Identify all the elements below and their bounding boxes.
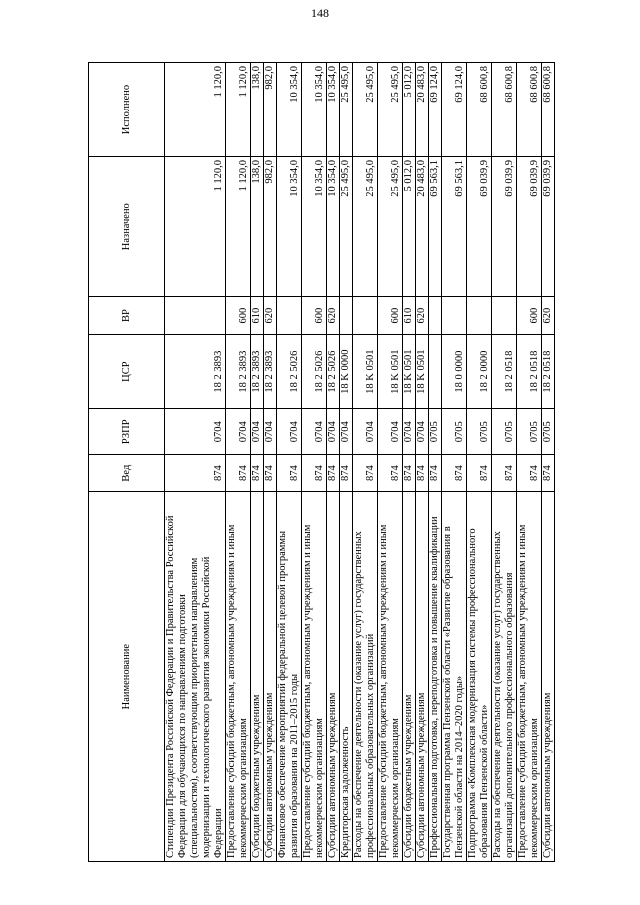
cell-executed: 68 600,8 <box>492 63 517 157</box>
cell-assigned: 25 495,0 <box>378 157 403 297</box>
cell-name <box>353 492 378 862</box>
cell-executed: 68 600,8 <box>467 63 492 157</box>
cell-assigned: 982,0 <box>264 157 277 297</box>
name-line: Субсидии автономным учреждениям <box>264 692 275 858</box>
cell-rzpr: 0704 <box>251 409 264 454</box>
cell-ved: 874 <box>442 454 467 491</box>
cell-name <box>251 492 264 862</box>
name-line: Предоставление субсидий бюджетным, автономным учреждениям и иным <box>226 524 237 858</box>
cell-ved: 874 <box>403 454 416 491</box>
table-row <box>403 63 416 862</box>
name-line: некоммерческим организациям <box>314 718 325 858</box>
table-row <box>542 63 555 862</box>
name-line: развития образования на 2011–2015 годы <box>289 673 300 858</box>
cell-ved: 874 <box>165 454 226 491</box>
table-header-row <box>89 63 165 862</box>
name-line: Субсидии бюджетным учреждениям <box>403 694 414 858</box>
cell-ved: 874 <box>251 454 264 491</box>
cell-name <box>277 492 302 862</box>
table-row <box>378 63 403 862</box>
header-csr: ЦСР <box>89 334 165 409</box>
table-row <box>429 63 442 862</box>
table-row <box>442 63 467 862</box>
cell-ved: 874 <box>302 454 327 491</box>
cell-rzpr: 0704 <box>378 409 403 454</box>
name-line: (специальностям), соответствующим приоритетным направлениям <box>189 557 200 858</box>
name-line: Предоставление субсидий бюджетным, автономным учреждениям и иным <box>378 524 389 858</box>
cell-rzpr: 0704 <box>353 409 378 454</box>
rotated-table-container <box>88 62 568 862</box>
cell-ved: 874 <box>327 454 340 491</box>
cell-executed: 5 012,0 <box>403 63 416 157</box>
cell-csr: 18 2 0518 <box>517 334 542 409</box>
name-line: профессиональных образовательных организаций <box>365 633 376 858</box>
cell-ved: 874 <box>226 454 251 491</box>
cell-executed: 69 124,0 <box>442 63 467 157</box>
cell-executed: 10 354,0 <box>277 63 302 157</box>
cell-vr <box>353 297 378 334</box>
cell-assigned: 5 012,0 <box>403 157 416 297</box>
cell-name <box>416 492 429 862</box>
cell-rzpr: 0704 <box>264 409 277 454</box>
cell-rzpr: 0704 <box>277 409 302 454</box>
cell-name <box>378 492 403 862</box>
cell-assigned: 10 354,0 <box>277 157 302 297</box>
cell-ved: 874 <box>340 454 353 491</box>
name-line: Стипендии Президента Российской Федерации и Правительства Российской <box>165 515 176 858</box>
cell-executed: 1 120,0 <box>165 63 226 157</box>
name-line: Кредиторская задолженность <box>340 726 351 858</box>
name-line: Профессиональная подготовка, переподготовка и повышение квалификации <box>429 516 440 858</box>
cell-vr <box>442 297 467 334</box>
name-line: Субсидии автономным учреждениям <box>416 692 427 858</box>
cell-executed: 1 120,0 <box>226 63 251 157</box>
cell-csr: 18 2 3893 <box>226 334 251 409</box>
cell-executed: 69 124,0 <box>429 63 442 157</box>
page-number: 148 <box>311 6 329 20</box>
cell-vr <box>165 297 226 334</box>
cell-vr: 620 <box>264 297 277 334</box>
header-name: Наименование <box>89 492 165 862</box>
cell-name <box>403 492 416 862</box>
cell-vr <box>277 297 302 334</box>
cell-vr: 620 <box>542 297 555 334</box>
name-line: некоммерческим организациям <box>390 718 401 858</box>
cell-executed: 68 600,8 <box>517 63 542 157</box>
cell-csr: 18 K 0501 <box>416 334 429 409</box>
cell-executed: 68 600,8 <box>542 63 555 157</box>
cell-ved: 874 <box>517 454 542 491</box>
cell-vr <box>429 297 442 334</box>
name-line: Федерации <box>213 808 224 858</box>
name-line: Пензенской области на 2014–2020 годы» <box>454 675 465 858</box>
name-line: Предоставление субсидий бюджетным, автономным учреждениям и иным <box>517 524 528 858</box>
cell-vr: 610 <box>403 297 416 334</box>
table-row <box>353 63 378 862</box>
name-line: Федерации для обучающихся по направлениям подготовки <box>177 594 188 858</box>
name-line: модернизации и технологического развития экономики Российской <box>201 556 212 858</box>
cell-executed: 25 495,0 <box>378 63 403 157</box>
cell-assigned: 10 354,0 <box>327 157 340 297</box>
cell-ved: 874 <box>277 454 302 491</box>
cell-rzpr: 0704 <box>327 409 340 454</box>
cell-csr: 18 2 0000 <box>467 334 492 409</box>
cell-executed: 138,0 <box>251 63 264 157</box>
name-line: образования Пензенской области» <box>479 704 490 858</box>
cell-ved: 874 <box>416 454 429 491</box>
cell-name <box>327 492 340 862</box>
cell-name <box>226 492 251 862</box>
cell-assigned: 1 120,0 <box>226 157 251 297</box>
cell-assigned: 69 039,9 <box>492 157 517 297</box>
name-line: некоммерческим организациям <box>529 718 540 858</box>
cell-assigned: 69 563,1 <box>429 157 442 297</box>
budget-table <box>88 62 555 862</box>
cell-name <box>542 492 555 862</box>
name-line: Государственная программа Пензенской области «Развитие образования в <box>442 526 453 858</box>
cell-rzpr: 0705 <box>542 409 555 454</box>
table-row <box>467 63 492 862</box>
cell-vr <box>492 297 517 334</box>
cell-executed: 25 495,0 <box>340 63 353 157</box>
cell-executed: 10 354,0 <box>302 63 327 157</box>
table-row <box>264 63 277 862</box>
cell-csr: 18 K 0501 <box>378 334 403 409</box>
table-row <box>340 63 353 862</box>
cell-name <box>302 492 327 862</box>
table-row <box>226 63 251 862</box>
cell-vr: 600 <box>226 297 251 334</box>
cell-csr: 18 2 0518 <box>492 334 517 409</box>
cell-csr: 18 0 0000 <box>442 334 467 409</box>
table-row <box>517 63 542 862</box>
table-row <box>277 63 302 862</box>
cell-executed: 982,0 <box>264 63 277 157</box>
cell-assigned: 1 120,0 <box>165 157 226 297</box>
table-row <box>327 63 340 862</box>
cell-name <box>429 492 442 862</box>
cell-ved: 874 <box>542 454 555 491</box>
table-body <box>165 63 555 862</box>
header-vr: ВР <box>89 297 165 334</box>
name-line: Расходы на обеспечение деятельности (оказание услуг) государственных <box>353 531 364 858</box>
cell-csr: 18 2 3893 <box>264 334 277 409</box>
cell-executed: 20 483,0 <box>416 63 429 157</box>
table-row <box>165 63 226 862</box>
cell-ved: 874 <box>378 454 403 491</box>
cell-executed: 10 354,0 <box>327 63 340 157</box>
cell-csr: 18 2 5026 <box>327 334 340 409</box>
cell-vr: 620 <box>416 297 429 334</box>
cell-ved: 874 <box>353 454 378 491</box>
header-assigned: Назначено <box>89 157 165 297</box>
cell-vr <box>340 297 353 334</box>
cell-csr: 18 2 3893 <box>165 334 226 409</box>
cell-vr: 620 <box>327 297 340 334</box>
cell-rzpr: 0704 <box>226 409 251 454</box>
cell-csr: 18 2 3893 <box>251 334 264 409</box>
cell-rzpr: 0705 <box>467 409 492 454</box>
cell-csr: 18 2 0518 <box>542 334 555 409</box>
cell-assigned: 69 563,1 <box>442 157 467 297</box>
name-line: некоммерческим организациям <box>238 718 249 858</box>
cell-assigned: 69 039,9 <box>517 157 542 297</box>
cell-rzpr: 0705 <box>429 409 442 454</box>
name-line: Субсидии автономным учреждениям <box>327 692 338 858</box>
cell-rzpr: 0704 <box>403 409 416 454</box>
cell-vr <box>467 297 492 334</box>
cell-assigned: 69 039,9 <box>542 157 555 297</box>
cell-executed: 25 495,0 <box>353 63 378 157</box>
header-rzpr: РЗПР <box>89 409 165 454</box>
cell-name <box>340 492 353 862</box>
cell-rzpr: 0704 <box>416 409 429 454</box>
cell-ved: 874 <box>429 454 442 491</box>
cell-vr: 600 <box>517 297 542 334</box>
cell-name <box>165 492 226 862</box>
name-line: Финансовое обеспечение мероприятий федеральной целевой программы <box>277 530 288 858</box>
cell-name <box>264 492 277 862</box>
cell-vr: 600 <box>378 297 403 334</box>
table-row <box>416 63 429 862</box>
cell-assigned: 69 039,9 <box>467 157 492 297</box>
cell-csr: 18 K 0501 <box>353 334 378 409</box>
header-executed: Исполнено <box>89 63 165 157</box>
cell-csr: 18 2 5026 <box>277 334 302 409</box>
cell-vr: 600 <box>302 297 327 334</box>
table-row <box>251 63 264 862</box>
cell-assigned: 25 495,0 <box>340 157 353 297</box>
cell-rzpr: 0704 <box>340 409 353 454</box>
cell-assigned: 138,0 <box>251 157 264 297</box>
cell-csr: 18 K 0501 <box>403 334 416 409</box>
cell-assigned: 20 483,0 <box>416 157 429 297</box>
cell-csr: 18 K 0000 <box>340 334 353 409</box>
cell-assigned: 25 495,0 <box>353 157 378 297</box>
name-line: Субсидии автономным учреждениям <box>542 692 553 858</box>
cell-name <box>467 492 492 862</box>
cell-rzpr: 0704 <box>165 409 226 454</box>
cell-ved: 874 <box>467 454 492 491</box>
cell-csr <box>429 334 442 409</box>
cell-rzpr: 0705 <box>517 409 542 454</box>
cell-ved: 874 <box>264 454 277 491</box>
name-line: Субсидии бюджетным учреждениям <box>251 694 262 858</box>
cell-csr: 18 2 5026 <box>302 334 327 409</box>
cell-name <box>492 492 517 862</box>
cell-rzpr: 0705 <box>442 409 467 454</box>
cell-assigned: 10 354,0 <box>302 157 327 297</box>
name-line: Подпрограмма «Комплексная модернизация системы профессионального <box>467 528 478 858</box>
name-line: Расходы на обеспечение деятельности (оказание услуг) государственных <box>492 531 503 858</box>
table-row <box>492 63 517 862</box>
cell-rzpr: 0705 <box>492 409 517 454</box>
cell-rzpr: 0704 <box>302 409 327 454</box>
header-ved: Вед <box>89 454 165 491</box>
cell-ved: 874 <box>492 454 517 491</box>
name-line: Предоставление субсидий бюджетным, автономным учреждениям и иным <box>302 524 313 858</box>
cell-name <box>517 492 542 862</box>
table-row <box>302 63 327 862</box>
cell-name <box>442 492 467 862</box>
name-line: организаций дополнительного профессионального образования <box>504 572 515 858</box>
cell-vr: 610 <box>251 297 264 334</box>
